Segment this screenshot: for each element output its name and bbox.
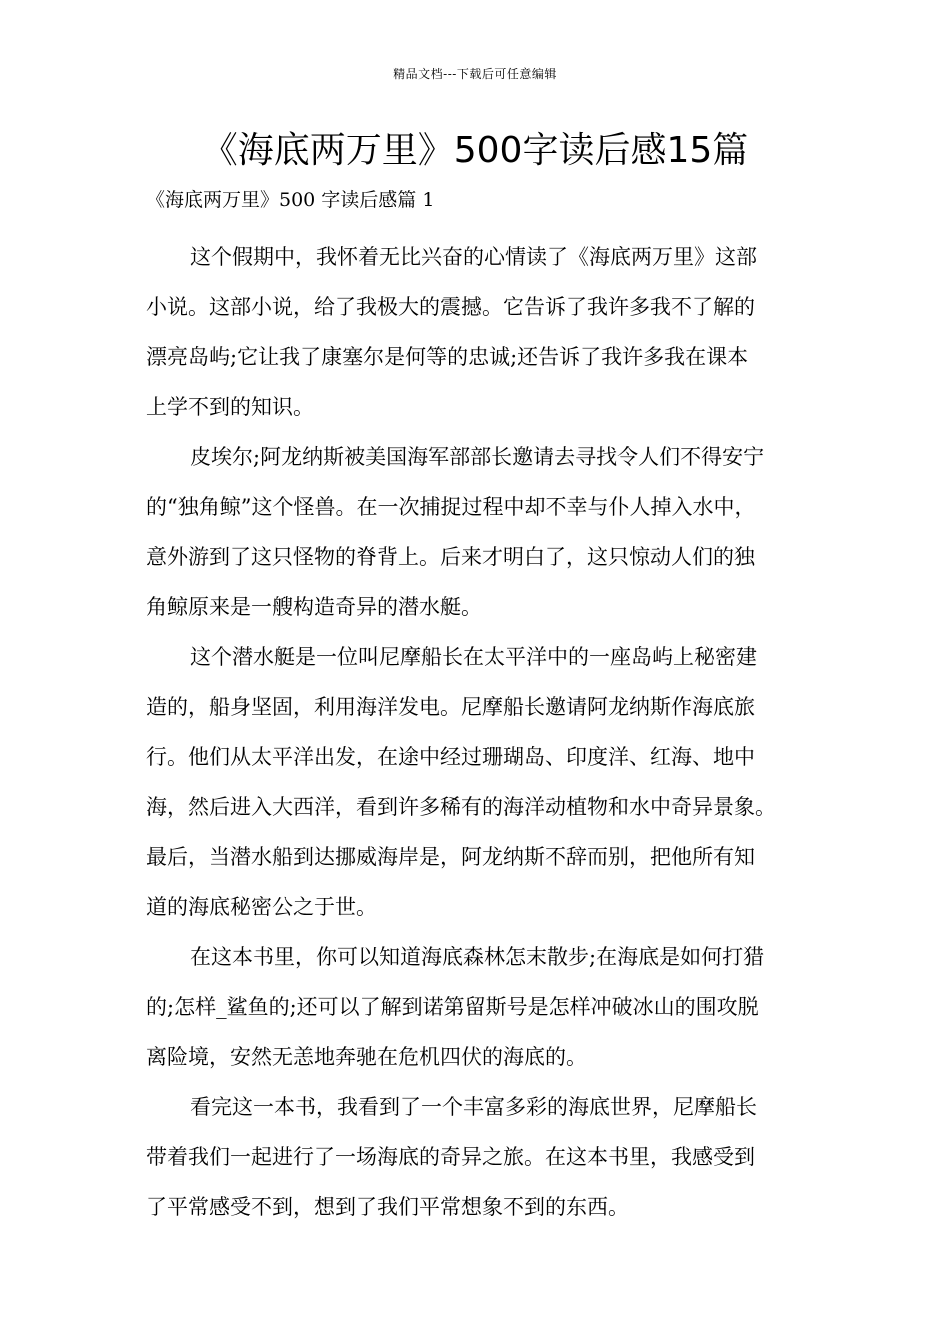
paragraph-line: 造的，船身坚固，利用海洋发电。尼摩船长邀请阿龙纳斯作海底旅	[146, 695, 755, 719]
paragraph-line: 的“独角鲸”这个怪兽。在一次捕捉过程中却不幸与仆人掉入水中，	[146, 495, 756, 519]
paragraph-line: 看完这一本书，我看到了一个丰富多彩的海底世界，尼摩船长	[190, 1095, 757, 1119]
paragraph-1	[146, 232, 821, 432]
paragraph-line: 带着我们一起进行了一场海底的奇异之旅。在这本书里，我感受到	[146, 1145, 755, 1169]
paragraph-line: 漂亮岛屿;它让我了康塞尔是何等的忠诚;还告诉了我许多我在课本	[146, 345, 749, 369]
paragraph-line: 上学不到的知识。	[146, 395, 314, 419]
paragraph-line: 行。他们从太平洋出发，在途中经过珊瑚岛、印度洋、红海、地中	[146, 745, 755, 769]
paragraph-line: 离险境，安然无恙地奔驰在危机四伏的海底的。	[146, 1045, 587, 1069]
paragraph-4	[146, 932, 821, 1082]
header-note: 精品文档---下载后可任意编辑	[393, 67, 557, 81]
paragraph-5	[146, 1082, 821, 1232]
paragraph-line: 这个潜水艇是一位叫尼摩船长在太平洋中的一座岛屿上秘密建	[190, 645, 757, 669]
paragraph-line: 小说。这部小说，给了我极大的震撼。它告诉了我许多我不了解的	[146, 295, 755, 319]
paragraph-line: 道的海底秘密公之于世。	[146, 895, 377, 919]
document-title: 《海底两万里》500字读后感15篇	[201, 130, 749, 171]
paragraph-line: 海，然后进入大西洋，看到许多稀有的海洋动植物和水中奇异景象。	[146, 795, 776, 819]
paragraph-line: 意外游到了这只怪物的脊背上。后来才明白了，这只惊动人们的独	[146, 545, 755, 569]
paragraph-line: 在这本书里，你可以知道海底森林怎末散步;在海底是如何打猎	[190, 945, 765, 969]
section-heading: 《海底两万里》500 字读后感篇 1	[146, 189, 435, 211]
paragraph-line: 这个假期中，我怀着无比兴奋的心情读了《海底两万里》这部	[190, 245, 757, 269]
paragraph-3	[146, 632, 821, 932]
paragraph-line: 的;怎样_鲨鱼的;还可以了解到诺第留斯号是怎样冲破冰山的围攻脱	[146, 995, 759, 1019]
document-body	[146, 232, 821, 1232]
paragraph-2	[146, 432, 821, 632]
paragraph-line: 皮埃尔;阿龙纳斯被美国海军部部长邀请去寻找令人们不得安宁	[190, 445, 765, 469]
paragraph-line: 了平常感受不到，想到了我们平常想象不到的东西。	[146, 1195, 629, 1219]
paragraph-line: 角鲸原来是一艘构造奇异的潜水艇。	[146, 595, 482, 619]
paragraph-line: 最后，当潜水船到达挪威海岸是，阿龙纳斯不辞而别，把他所有知	[146, 845, 755, 869]
